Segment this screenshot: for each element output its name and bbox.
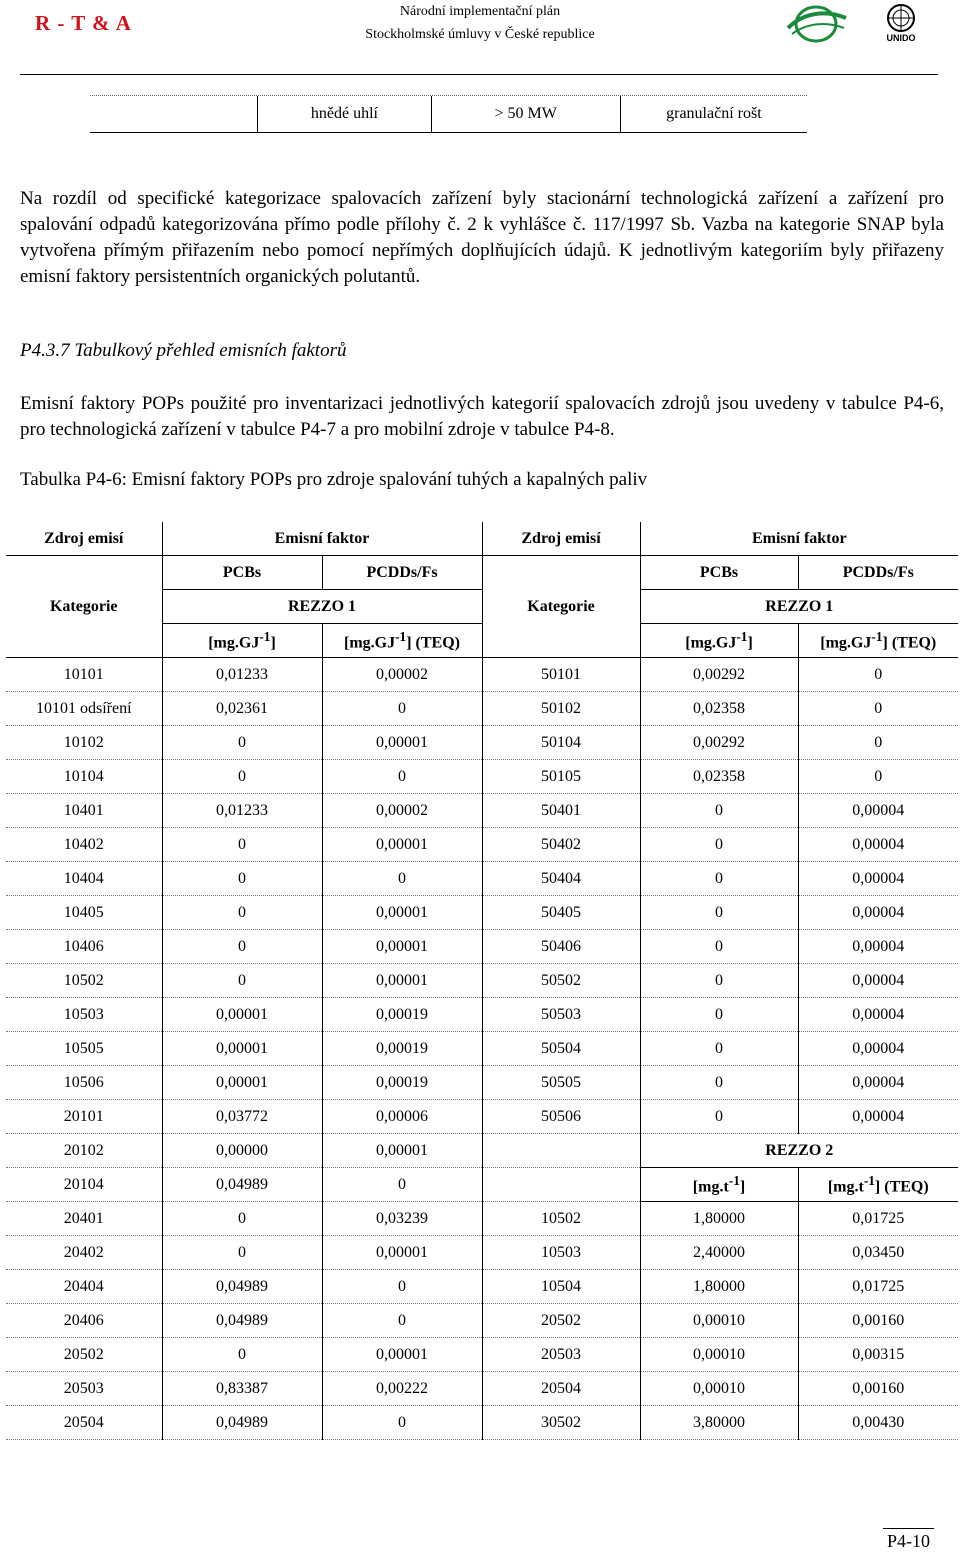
- header-line-1: Národní implementační plán: [399, 4, 561, 19]
- right-pcdd-cell: 0,00004: [798, 998, 958, 1032]
- right-pcdd-cell: 0,00004: [798, 1066, 958, 1100]
- table-row: [6, 726, 958, 760]
- left-category-cell: 20404: [6, 1270, 162, 1304]
- header-pcdd-left: PCDDs/Fs: [322, 556, 482, 590]
- right-pcbs-cell: 0: [640, 1100, 798, 1134]
- emission-factors-table: [6, 522, 958, 1440]
- left-pcdd-cell: 0: [322, 692, 482, 726]
- left-category-cell: 20101: [6, 1100, 162, 1134]
- table-row: [6, 1236, 958, 1270]
- right-empty-cell: [482, 1134, 640, 1168]
- right-pcdd-cell: 0,01725: [798, 1202, 958, 1236]
- left-category-cell: 10101: [6, 658, 162, 692]
- right-pcbs-cell: 1,80000: [640, 1202, 798, 1236]
- header-rezzo1-right: REZZO 1: [640, 590, 958, 624]
- header-pcdd-right: PCDDs/Fs: [798, 556, 958, 590]
- right-pcbs-cell: 0: [640, 964, 798, 998]
- right-pcdd-cell: 0: [798, 726, 958, 760]
- right-category-cell: 50102: [482, 692, 640, 726]
- table-row: [6, 658, 958, 692]
- left-category-cell: 10503: [6, 998, 162, 1032]
- section-heading: P4.3.7 Tabulkový přehled emisních faktorů: [20, 340, 347, 361]
- left-pcdd-cell: 0: [322, 1304, 482, 1338]
- table-row: [6, 1304, 958, 1338]
- left-category-cell: 10402: [6, 828, 162, 862]
- left-category-cell: 10502: [6, 964, 162, 998]
- right-category-cell: 10504: [482, 1270, 640, 1304]
- left-category-cell: 10102: [6, 726, 162, 760]
- table-row: [6, 1372, 958, 1406]
- right-category-cell: 50506: [482, 1100, 640, 1134]
- paragraph-emission-factors: Emisní faktory POPs použité pro inventarizaci jednotlivých kategorií spalovacích zdrojů jsou uvedeny v tabulce P4-6, pro technologická zařízení v tabulce P4-7 a pro mobilní zdroje v tabulce P4-8.: [20, 393, 944, 440]
- left-pcbs-cell: 0,00001: [162, 1066, 322, 1100]
- left-pcdd-cell: 0,00019: [322, 998, 482, 1032]
- right-pcdd-cell: 0,03450: [798, 1236, 958, 1270]
- page-number: P4-10: [883, 1528, 934, 1552]
- table-row: [6, 1168, 958, 1202]
- table-row: [6, 1406, 958, 1440]
- right-pcbs-cell: 2,40000: [640, 1236, 798, 1270]
- right-pcdd-cell: 0,00004: [798, 794, 958, 828]
- paragraph-categorization: Na rozdíl od specifické kategorizace spalovacích zařízení byly stacionární technologická zařízení a zařízení pro spalování odpadů kategorizována přímo podle přílohy č. 2 k vyhlášce č. 117/1997 Sb. Vazba na kategorie SNAP byla vytvořena přímým přiřazením nebo pomocí nepřímých doplňujících údajů. K jednotlivým kategoriím byly přiřazeny emisní faktory persistentních organických polutantů.: [20, 188, 944, 287]
- header-factor-right: Emisní faktor: [640, 522, 958, 556]
- table-row: [6, 1202, 958, 1236]
- right-pcdd-cell: 0,00160: [798, 1372, 958, 1406]
- right-pcbs-cell: 0: [640, 828, 798, 862]
- left-pcbs-cell: 0,02361: [162, 692, 322, 726]
- right-category-cell: 20504: [482, 1372, 640, 1406]
- empty-cell: [90, 96, 258, 132]
- left-pcbs-cell: 0: [162, 760, 322, 794]
- table-row: [6, 862, 958, 896]
- left-pcbs-cell: 0: [162, 896, 322, 930]
- left-category-cell: 20102: [6, 1134, 162, 1168]
- right-pcdd-cell: 0,00430: [798, 1406, 958, 1440]
- right-pcbs-cell: 0,02358: [640, 692, 798, 726]
- left-pcbs-cell: 0,04989: [162, 1304, 322, 1338]
- header-source-right: Zdroj emisí: [482, 522, 640, 556]
- table-header-row-1: [6, 522, 958, 556]
- left-pcdd-cell: 0: [322, 760, 482, 794]
- left-pcdd-cell: 0,00001: [322, 1134, 482, 1168]
- right-category-cell: 50505: [482, 1066, 640, 1100]
- table-row: [6, 1270, 958, 1304]
- right-pcbs-cell: 0: [640, 794, 798, 828]
- header-pcbs-left: PCBs: [162, 556, 322, 590]
- left-category-cell: 10401: [6, 794, 162, 828]
- left-pcdd-cell: 0,00006: [322, 1100, 482, 1134]
- left-category-cell: 20504: [6, 1406, 162, 1440]
- left-pcbs-cell: 0,00001: [162, 998, 322, 1032]
- left-pcdd-cell: 0,00001: [322, 1338, 482, 1372]
- left-category-cell: 10506: [6, 1066, 162, 1100]
- right-pcbs-cell: 0: [640, 930, 798, 964]
- left-pcbs-cell: 0,04989: [162, 1406, 322, 1440]
- left-pcdd-cell: 0,00001: [322, 726, 482, 760]
- left-pcbs-cell: 0,00000: [162, 1134, 322, 1168]
- left-pcbs-cell: 0: [162, 1202, 322, 1236]
- left-pcdd-cell: 0,00222: [322, 1372, 482, 1406]
- unido-logo-text: UNIDO: [886, 33, 916, 42]
- right-pcdd-cell: 0,01725: [798, 1270, 958, 1304]
- left-pcdd-cell: 0,03239: [322, 1202, 482, 1236]
- right-pcbs-cell: 3,80000: [640, 1406, 798, 1440]
- right-category-cell: 50503: [482, 998, 640, 1032]
- left-category-cell: 10104: [6, 760, 162, 794]
- header-category-right: Kategorie: [482, 556, 640, 658]
- left-pcdd-cell: 0: [322, 1406, 482, 1440]
- unido-logo-icon: [878, 2, 924, 42]
- right-category-cell: 50401: [482, 794, 640, 828]
- unit-pcdd-rezzo2: $[mg.t^{-1}]$ (TEQ): [798, 1168, 958, 1202]
- table-row: [6, 1032, 958, 1066]
- fuel-cell: hnědé uhlí: [258, 96, 431, 132]
- left-pcbs-cell: 0,83387: [162, 1372, 322, 1406]
- left-pcdd-cell: 0,00001: [322, 828, 482, 862]
- right-pcdd-cell: 0,00004: [798, 896, 958, 930]
- header-factor-left: Emisní faktor: [162, 522, 482, 556]
- table-caption: Tabulka P4-6: Emisní faktory POPs pro zdroje spalování tuhých a kapalných paliv: [20, 469, 648, 490]
- left-pcbs-cell: 0: [162, 1338, 322, 1372]
- table-row: [6, 794, 958, 828]
- left-category-cell: 20104: [6, 1168, 162, 1202]
- left-pcdd-cell: 0,00001: [322, 896, 482, 930]
- left-pcbs-cell: 0: [162, 964, 322, 998]
- left-category-cell: 10101 odsíření: [6, 692, 162, 726]
- right-pcbs-cell: 0: [640, 862, 798, 896]
- right-pcbs-cell: 0: [640, 1032, 798, 1066]
- right-pcbs-cell: 0,00010: [640, 1304, 798, 1338]
- right-pcdd-cell: 0,00315: [798, 1338, 958, 1372]
- left-category-cell: 10406: [6, 930, 162, 964]
- table-row: [6, 1134, 958, 1168]
- table-row: [6, 964, 958, 998]
- left-pcdd-cell: 0,00001: [322, 930, 482, 964]
- table-row: [6, 828, 958, 862]
- right-pcdd-cell: 0,00004: [798, 1100, 958, 1134]
- right-pcbs-cell: 1,80000: [640, 1270, 798, 1304]
- left-pcbs-cell: 0,00001: [162, 1032, 322, 1066]
- header-divider: [20, 74, 938, 75]
- unit-pcbs-left: $[mg.GJ^{-1}]$: [162, 624, 322, 658]
- globe-logo-icon: [786, 2, 848, 46]
- right-pcbs-cell: 0,00010: [640, 1372, 798, 1406]
- right-category-cell: 50406: [482, 930, 640, 964]
- left-pcbs-cell: 0: [162, 862, 322, 896]
- left-pcbs-cell: 0,04989: [162, 1270, 322, 1304]
- right-pcdd-cell: 0,00160: [798, 1304, 958, 1338]
- unit-pcdd-left: $[mg.GJ^{-1}]$ (TEQ): [322, 624, 482, 658]
- left-pcbs-cell: 0,01233: [162, 794, 322, 828]
- table-row: [6, 998, 958, 1032]
- left-category-cell: 20502: [6, 1338, 162, 1372]
- table-header-row-2: [6, 556, 958, 590]
- right-category-cell: 50104: [482, 726, 640, 760]
- right-category-cell: 50405: [482, 896, 640, 930]
- right-empty-cell: [482, 1168, 640, 1202]
- left-pcdd-cell: 0,00001: [322, 964, 482, 998]
- table-row: [6, 692, 958, 726]
- unit-pcbs-rezzo2: $[mg.t^{-1}]$: [640, 1168, 798, 1202]
- left-pcbs-cell: 0,01233: [162, 658, 322, 692]
- unit-pcbs-right: $[mg.GJ^{-1}]$: [640, 624, 798, 658]
- header-rezzo1-left: REZZO 1: [162, 590, 482, 624]
- right-pcbs-cell: 0: [640, 896, 798, 930]
- right-pcdd-cell: 0,00004: [798, 1032, 958, 1066]
- right-pcdd-cell: 0,00004: [798, 964, 958, 998]
- left-pcbs-cell: 0: [162, 930, 322, 964]
- right-category-cell: 20502: [482, 1304, 640, 1338]
- right-pcbs-cell: 0,00292: [640, 658, 798, 692]
- left-category-cell: 20503: [6, 1372, 162, 1406]
- left-category-cell: 10505: [6, 1032, 162, 1066]
- header-category-left: Kategorie: [6, 556, 162, 658]
- left-pcdd-cell: 0,00019: [322, 1032, 482, 1066]
- left-pcbs-cell: 0: [162, 1236, 322, 1270]
- right-pcbs-cell: 0: [640, 998, 798, 1032]
- left-pcdd-cell: 0,00001: [322, 1236, 482, 1270]
- table-row: [6, 1066, 958, 1100]
- right-category-cell: 50101: [482, 658, 640, 692]
- left-pcdd-cell: 0,00019: [322, 1066, 482, 1100]
- left-category-cell: 10405: [6, 896, 162, 930]
- unit-pcdd-right: $[mg.GJ^{-1}]$ (TEQ): [798, 624, 958, 658]
- left-pcbs-cell: 0,04989: [162, 1168, 322, 1202]
- continued-table-row: [90, 95, 807, 133]
- left-pcdd-cell: 0: [322, 862, 482, 896]
- header-line-2: Stockholmské úmluvy v České republice: [365, 27, 595, 42]
- right-category-cell: 20503: [482, 1338, 640, 1372]
- left-category-cell: 20406: [6, 1304, 162, 1338]
- right-pcbs-cell: 0,00010: [640, 1338, 798, 1372]
- right-pcbs-cell: 0: [640, 1066, 798, 1100]
- right-category-cell: 10503: [482, 1236, 640, 1270]
- right-pcdd-cell: 0: [798, 658, 958, 692]
- right-category-cell: 50502: [482, 964, 640, 998]
- header-source-left: Zdroj emisí: [6, 522, 162, 556]
- table-row: [6, 760, 958, 794]
- header-rezzo2: REZZO 2: [640, 1134, 958, 1168]
- right-category-cell: 30502: [482, 1406, 640, 1440]
- right-pcdd-cell: 0: [798, 760, 958, 794]
- brand-logo-text: R - T & A: [35, 11, 132, 35]
- right-category-cell: 50105: [482, 760, 640, 794]
- document-header: [300, 0, 660, 46]
- left-pcdd-cell: 0: [322, 1168, 482, 1202]
- left-pcdd-cell: 0,00002: [322, 794, 482, 828]
- right-pcdd-cell: 0: [798, 692, 958, 726]
- table-row: [6, 1338, 958, 1372]
- left-pcbs-cell: 0: [162, 726, 322, 760]
- right-pcdd-cell: 0,00004: [798, 930, 958, 964]
- header-pcbs-right: PCBs: [640, 556, 798, 590]
- right-category-cell: 50404: [482, 862, 640, 896]
- power-cell: > 50 MW: [432, 96, 621, 132]
- right-pcdd-cell: 0,00004: [798, 862, 958, 896]
- left-pcdd-cell: 0,00002: [322, 658, 482, 692]
- right-category-cell: 50402: [482, 828, 640, 862]
- right-category-cell: 50504: [482, 1032, 640, 1066]
- left-category-cell: 20402: [6, 1236, 162, 1270]
- left-pcdd-cell: 0: [322, 1270, 482, 1304]
- right-category-cell: 10502: [482, 1202, 640, 1236]
- table-row: [6, 1100, 958, 1134]
- right-pcdd-cell: 0,00004: [798, 828, 958, 862]
- left-pcbs-cell: 0,03772: [162, 1100, 322, 1134]
- right-pcbs-cell: 0,02358: [640, 760, 798, 794]
- left-category-cell: 10404: [6, 862, 162, 896]
- left-pcbs-cell: 0: [162, 828, 322, 862]
- table-row: [6, 896, 958, 930]
- grate-cell: granulační rošt: [666, 105, 762, 122]
- left-category-cell: 20401: [6, 1202, 162, 1236]
- table-row: [6, 930, 958, 964]
- right-pcbs-cell: 0,00292: [640, 726, 798, 760]
